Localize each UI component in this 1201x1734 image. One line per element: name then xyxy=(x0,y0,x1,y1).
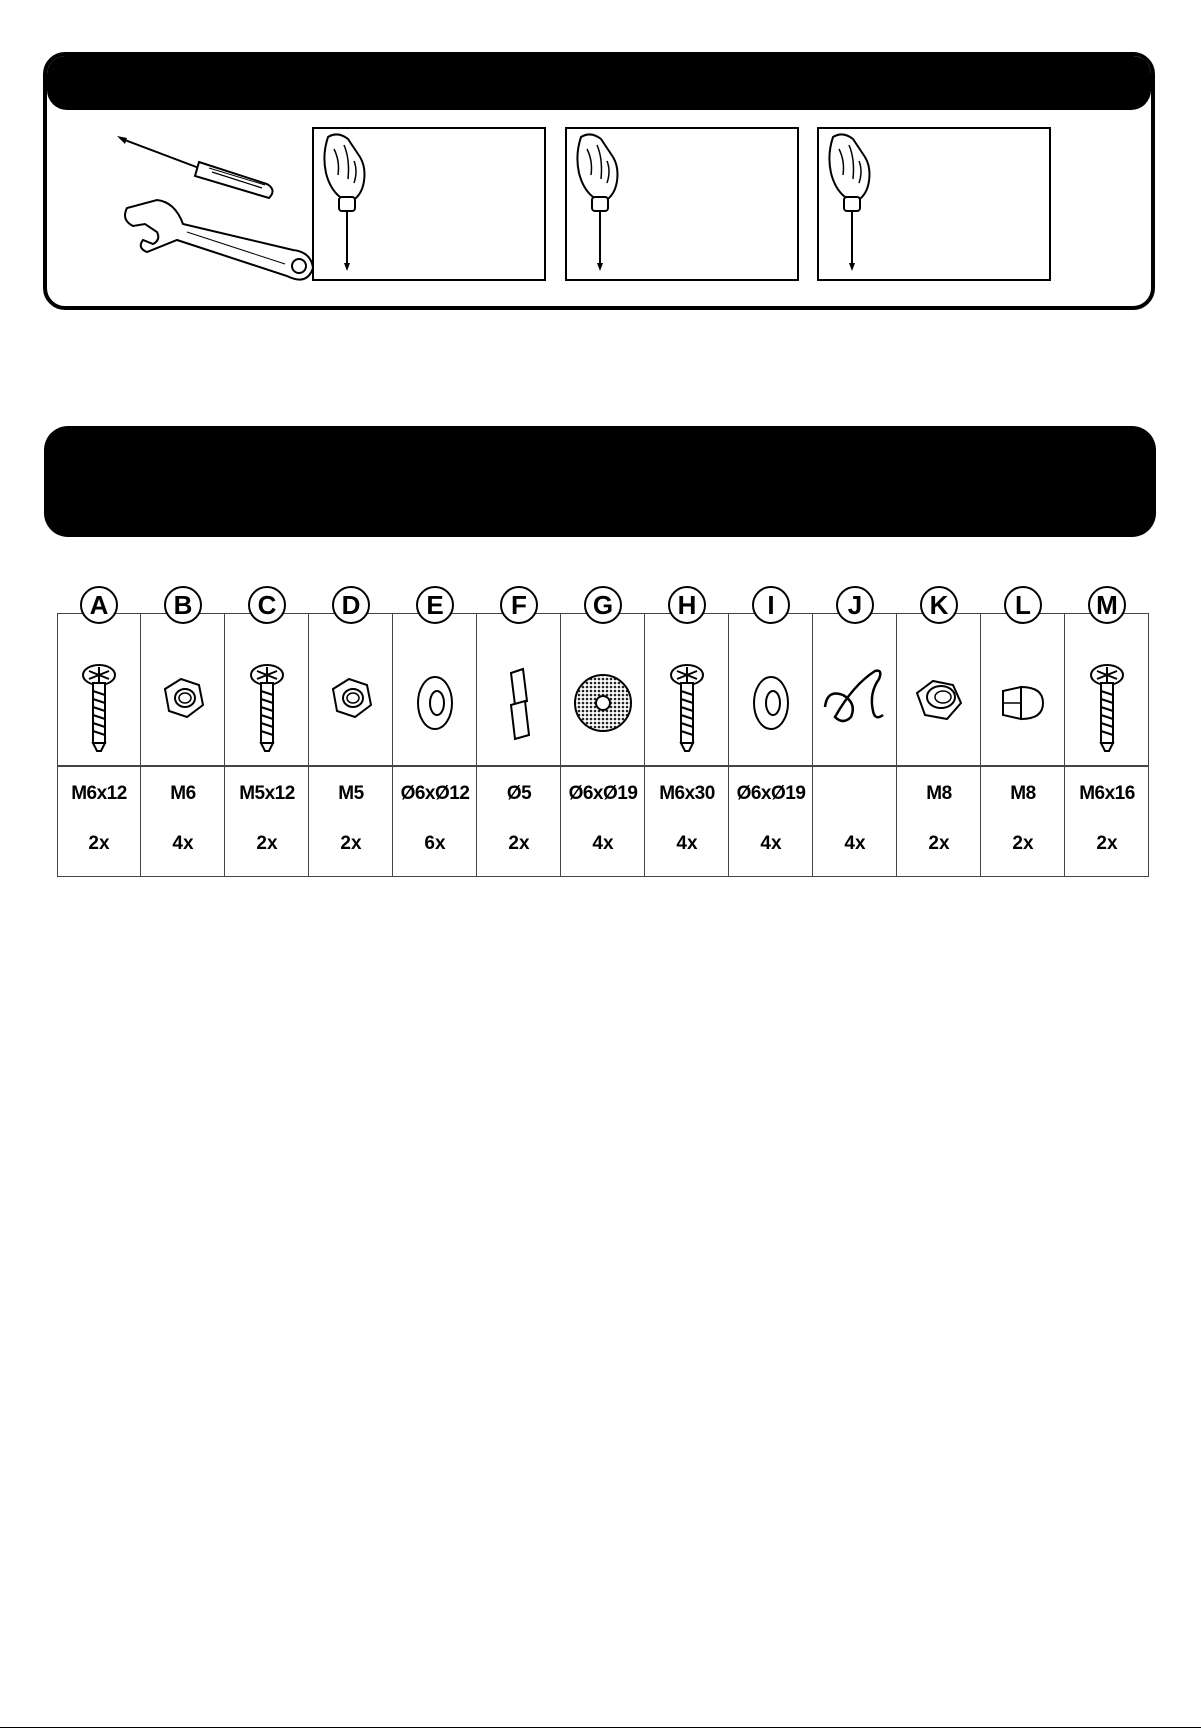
part-quantity: 4x xyxy=(760,833,782,854)
rubber-washer-icon xyxy=(561,645,645,765)
part-letter-badge xyxy=(1087,585,1127,625)
part-size-label: Ø6xØ12 xyxy=(400,783,470,804)
part-column-m xyxy=(1065,585,1149,877)
screwdriver-icon xyxy=(117,136,273,198)
part-letter-badge xyxy=(583,585,623,625)
part-quantity: 2x xyxy=(340,833,362,854)
screw-icon xyxy=(57,645,141,765)
footer-rule xyxy=(0,1727,1201,1728)
part-size-label: M6x30 xyxy=(659,783,715,804)
tools-header-bar xyxy=(47,56,1151,110)
part-letter-badge xyxy=(667,585,707,625)
part-quantity: 2x xyxy=(508,833,530,854)
part-letter: D xyxy=(341,590,361,620)
part-column-a xyxy=(57,585,141,877)
part-quantity: 6x xyxy=(424,833,446,854)
part-letter: A xyxy=(89,590,109,620)
part-column-k xyxy=(897,585,981,877)
part-letter-badge xyxy=(79,585,119,625)
screw-icon xyxy=(645,645,729,765)
hex-nut-icon xyxy=(141,645,225,765)
screw-icon xyxy=(225,645,309,765)
part-column-d xyxy=(309,585,393,877)
part-letter-badge xyxy=(415,585,455,625)
part-quantity: 2x xyxy=(88,833,110,854)
part-letter-badge xyxy=(1003,585,1043,625)
part-quantity: 2x xyxy=(1012,833,1034,854)
part-size-label: Ø5 xyxy=(506,783,532,804)
part-letter: G xyxy=(592,590,614,620)
part-quantity: 2x xyxy=(1096,833,1118,854)
part-column-c xyxy=(225,585,309,877)
hex-nut-icon xyxy=(309,645,393,765)
part-quantity: 4x xyxy=(844,833,866,854)
parts-list-header-bar xyxy=(44,426,1156,537)
part-size-label: M6x16 xyxy=(1079,783,1135,804)
part-quantity: 4x xyxy=(172,833,194,854)
part-letter-badge xyxy=(331,585,371,625)
screw-icon xyxy=(1065,645,1149,765)
part-letter: I xyxy=(767,590,775,620)
part-letter: F xyxy=(511,590,527,620)
part-column-j xyxy=(813,585,897,877)
wrench-icon xyxy=(125,200,313,280)
part-size-label: Ø6xØ19 xyxy=(736,783,806,804)
part-size-label: M5 xyxy=(338,783,364,804)
hand-screwdriver-icon xyxy=(823,131,883,277)
part-size-label: M6x12 xyxy=(71,783,127,804)
part-size-label: M5x12 xyxy=(239,783,295,804)
lock-nut-icon xyxy=(897,645,981,765)
tools-illustration xyxy=(117,128,337,288)
hand-screwdriver-icon xyxy=(571,131,631,277)
part-column-h xyxy=(645,585,729,877)
part-column-i xyxy=(729,585,813,877)
part-letter: H xyxy=(677,590,697,620)
part-letter-badge xyxy=(751,585,791,625)
part-letter-badge xyxy=(247,585,287,625)
part-letter: M xyxy=(1096,590,1118,620)
part-letter-badge xyxy=(835,585,875,625)
part-letter: E xyxy=(426,590,444,620)
part-letter: C xyxy=(257,590,277,620)
flat-washer-icon xyxy=(393,645,477,765)
tip-box-3 xyxy=(817,127,1051,281)
part-quantity: 2x xyxy=(256,833,278,854)
part-letter-badge xyxy=(919,585,959,625)
row-divider xyxy=(57,765,1149,767)
hand-screwdriver-icon xyxy=(318,131,378,277)
part-column-g xyxy=(561,585,645,877)
part-letter: B xyxy=(173,590,193,620)
wire-clip-icon xyxy=(813,645,897,765)
part-quantity: 2x xyxy=(928,833,950,854)
part-size-label: M8 xyxy=(926,783,952,804)
part-size-label: M6 xyxy=(170,783,196,804)
part-size-label: M8 xyxy=(1010,783,1036,804)
tip-box-1 xyxy=(312,127,546,281)
part-letter: K xyxy=(929,590,949,620)
part-letter: L xyxy=(1015,590,1031,620)
part-column-l xyxy=(981,585,1065,877)
tip-box-2 xyxy=(565,127,799,281)
part-letter: J xyxy=(847,590,863,620)
part-column-b xyxy=(141,585,225,877)
part-letter-badge xyxy=(163,585,203,625)
part-letter-badge xyxy=(499,585,539,625)
part-quantity: 4x xyxy=(676,833,698,854)
part-quantity: 4x xyxy=(592,833,614,854)
part-column-e xyxy=(393,585,477,877)
part-size-label: Ø6xØ19 xyxy=(568,783,638,804)
part-column-f xyxy=(477,585,561,877)
flat-washer-icon xyxy=(729,645,813,765)
parts-table xyxy=(57,585,1149,877)
cap-nut-icon xyxy=(981,645,1065,765)
tools-panel xyxy=(43,52,1155,310)
spring-washer-icon xyxy=(477,645,561,765)
